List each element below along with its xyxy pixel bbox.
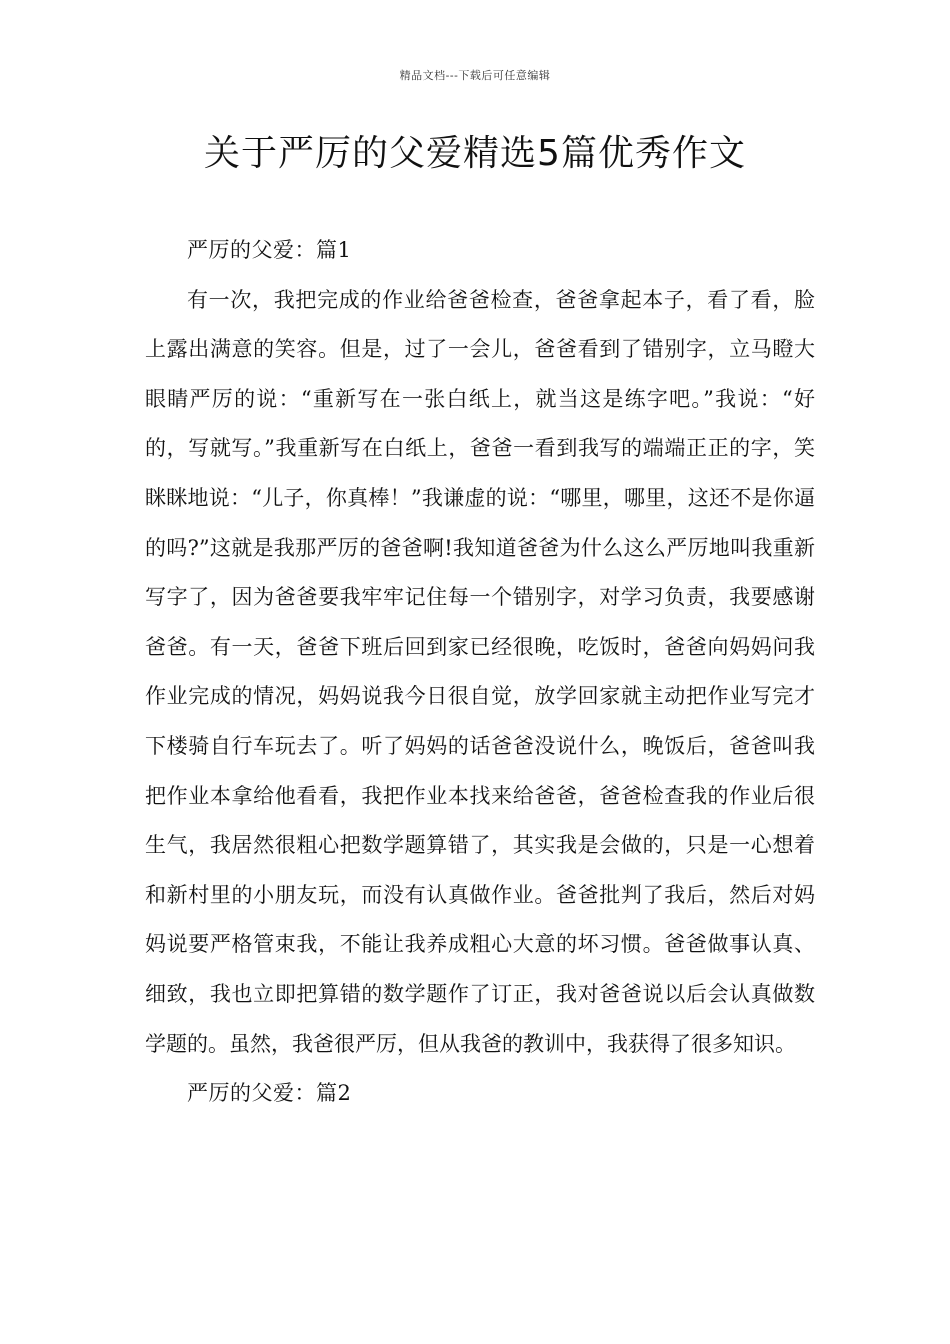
page-header: 精品文档---下载后可任意编辑 (399, 69, 551, 82)
document-body (145, 226, 815, 1119)
section-paragraph-1: 有一次，我把完成的作业给爸爸检查，爸爸拿起本子，看了看，脸上露出满意的笑容。但是，过了一会儿，爸爸看到了错别字，立马瞪大眼睛严厉的说：“重新写在一张白纸上，就当这是练字吧。”我说：“好的，写就写。”我重新写在白纸上，爸爸一看到我写的端端正正的字，笑眯眯地说：“儿子，你真棒！”我谦虚的说：“哪里，哪里，这还不是你逼的吗?”这就是我那严厉的爸爸啊!我知道爸爸为什么这么严厉地叫我重新写字了，因为爸爸要我牢牢记住每一个错别字，对学习负责，我要感谢爸爸。有一天，爸爸下班后回到家已经很晚，吃饭时，爸爸向妈妈问我作业完成的情况，妈妈说我今日很自觉，放学回家就主动把作业写完才下楼骑自行车玩去了。听了妈妈的话爸爸没说什么，晚饭后，爸爸叫我把作业本拿给他看看，我把作业本找来给爸爸，爸爸检查我的作业后很生气，我居然很粗心把数学题算错了，其实我是会做的，只是一心想着和新村里的小朋友玩，而没有认真做作业。爸爸批判了我后，然后对妈妈说要严格管束我，不能让我养成粗心大意的坏习惯。爸爸做事认真、细致，我也立即把算错的数学题作了订正，我对爸爸说以后会认真做数学题的。虽然，我爸很严厉，但从我爸的教训中，我获得了很多知识。 (145, 287, 815, 1056)
document-title: 关于严厉的父爱精选5篇优秀作文 (204, 133, 746, 174)
section-heading-1: 严厉的父爱：篇1 (187, 238, 352, 262)
section-heading-2: 严厉的父爱：篇2 (187, 1081, 352, 1106)
